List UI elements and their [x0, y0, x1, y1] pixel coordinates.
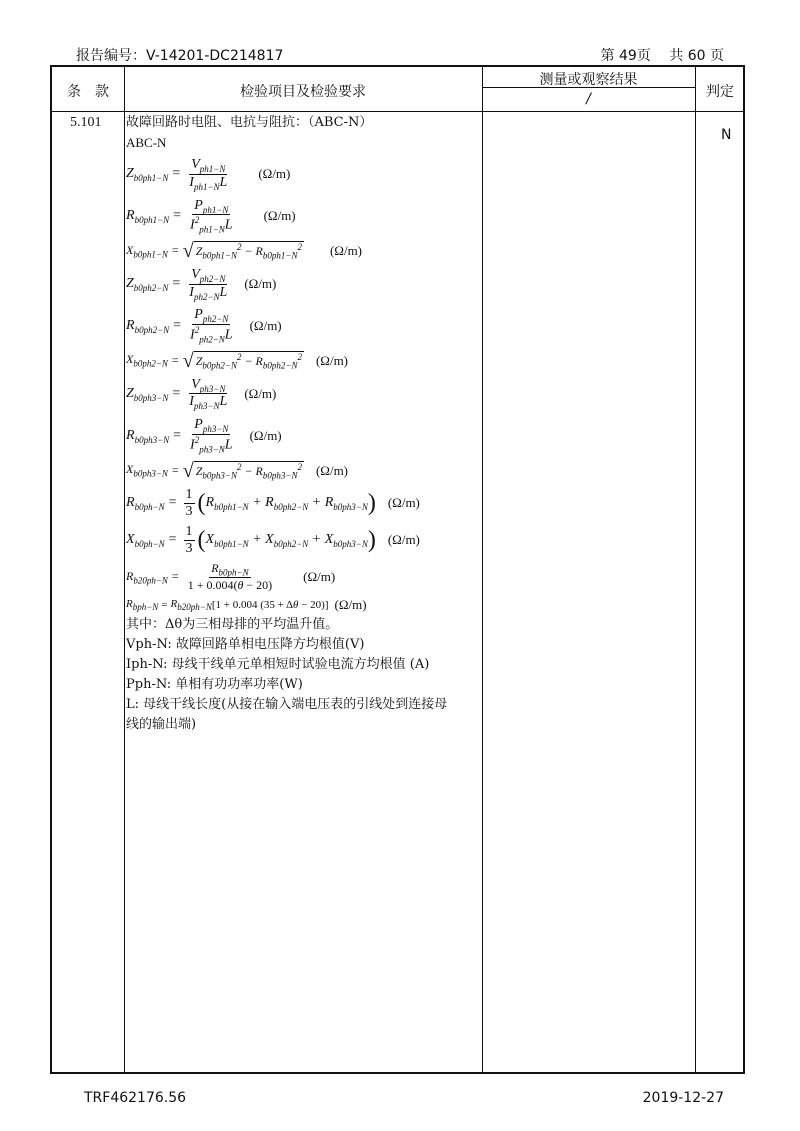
clause-header: 条 款 — [67, 84, 109, 100]
unit-label: (Ω/m) — [244, 276, 277, 292]
clause-number: 5.101 — [70, 115, 102, 130]
item-header: 检验项目及检验要求 — [240, 84, 366, 100]
item-subtitle: ABC-N — [126, 135, 167, 150]
unit-label: (Ω/m) — [249, 427, 282, 443]
formula-r20: $R_{b20ph-N}$ = $\frac{R_{b0ph-N}}{1 + 0.004(\theta - 20)}$ (Ω/m) — [126, 560, 336, 592]
verdict-header: 判定 — [706, 84, 734, 100]
unit-label: (Ω/m) — [334, 596, 367, 612]
note-line: Vph-N: 故障回路单相电压降方均根值(V) — [126, 636, 365, 652]
unit-label: (Ω/m) — [315, 352, 349, 368]
note-line: L: 母线干线长度(从接在输入端电压表的引线处到连接母 — [126, 696, 448, 712]
unit-label: (Ω/m) — [263, 208, 296, 224]
formula-x-ph3: $X_{b0ph3-N}$ = √ $Z_{b0ph3-N}^2 - R_{b0ph3-N}^2$ (Ω/m) — [126, 459, 349, 482]
formula-z-ph3: $Z_{b0ph3-N}$ = $\frac{V_{ph3-N}}{I_{ph3-N}L}$ (Ω/m) — [126, 376, 277, 412]
unit-label: (Ω/m) — [315, 462, 349, 478]
unit-label: (Ω/m) — [249, 318, 282, 334]
form-number: TRF462176.56 — [84, 1090, 187, 1106]
formula-r-ph3: $R_{b0ph3-N}$ = $\frac{P_{ph3-N}}{I^2_{ph3-N}L}$ (Ω/m) — [126, 417, 282, 455]
col-divider — [695, 67, 696, 1072]
note-line: 其中：Δθ为三相母排的平均温升值。 — [126, 616, 339, 632]
formula-z-ph2: $Z_{b0ph2-N}$ = $\frac{V_{ph2-N}}{I_{ph2-N}L}$ (Ω/m) — [126, 266, 277, 302]
formula-r-ph1: $R_{b0ph1-N}$ = $\frac{P_{ph1-N}}{I^2_{ph1-N}L}$ (Ω/m) — [126, 197, 296, 235]
report-number: 报告编号：V-14201-DC214817 — [76, 48, 284, 64]
unit-label: (Ω/m) — [244, 385, 277, 401]
col-divider — [124, 67, 125, 1072]
issue-date: 2019-12-27 — [642, 1090, 724, 1106]
formula-z-ph1: $Z_{b0ph1-N}$ = $\frac{V_{ph1-N}}{I_{ph1-N}L}$ (Ω/m) — [126, 157, 291, 192]
note-line: 线的输出端) — [126, 716, 197, 732]
formula-x-ph1: $X_{b0ph1-N}$ = √ $Z_{b0ph1-N}^2 - R_{b0ph1-N}^2$ (Ω/m) — [126, 239, 363, 262]
unit-label: (Ω/m) — [387, 495, 420, 511]
item-content — [126, 113, 482, 735]
note-line: Iph-N: 母线干线单元单相短时试验电流方均根值 (A) — [126, 656, 430, 672]
unit-label: (Ω/m) — [303, 568, 336, 584]
formula-r-avg: $R_{b0ph-N}$ = $\frac{1}{3}$ ( $R_{b0ph1-N} + R_{b0ph2-N} + R_{b0ph3-N}$ ) (Ω/m) — [126, 486, 420, 519]
formula-x-avg: $X_{b0ph-N}$ = $\frac{1}{3}$ ( $X_{b0ph1-N} + X_{b0ph2-N} + X_{b0ph3-N}$ ) (Ω/m) — [126, 523, 420, 556]
formula-r-bph: $R_{bph-N}$ = $R_{b20ph-N}$ [1 + 0.004 (35 + Δθ − 20)] (Ω/m) — [126, 596, 367, 613]
page-number: 第 49页 共 60 页 — [600, 48, 724, 64]
unit-label: (Ω/m) — [329, 242, 363, 258]
note-line: Pph-N: 单相有功功率功率(W) — [126, 676, 303, 692]
result-subheader: / — [586, 91, 591, 107]
col-divider — [482, 67, 483, 1072]
header-divider — [52, 111, 743, 112]
item-title: 故障回路时电阻、电抗与阻抗：（ABC-N） — [126, 115, 373, 130]
formula-r-ph2: $R_{b0ph2-N}$ = $\frac{P_{ph2-N}}{I^2_{ph2-N}L}$ (Ω/m) — [126, 307, 282, 345]
unit-label: (Ω/m) — [258, 166, 291, 182]
result-header: 测量或观察结果 — [539, 72, 638, 88]
formula-x-ph2: $X_{b0ph2-N}$ = √ $Z_{b0ph2-N}^2 - R_{b0ph2-N}^2$ (Ω/m) — [126, 349, 349, 372]
unit-label: (Ω/m) — [387, 532, 420, 548]
inspection-table — [50, 65, 745, 1074]
verdict-value: N — [721, 127, 732, 143]
